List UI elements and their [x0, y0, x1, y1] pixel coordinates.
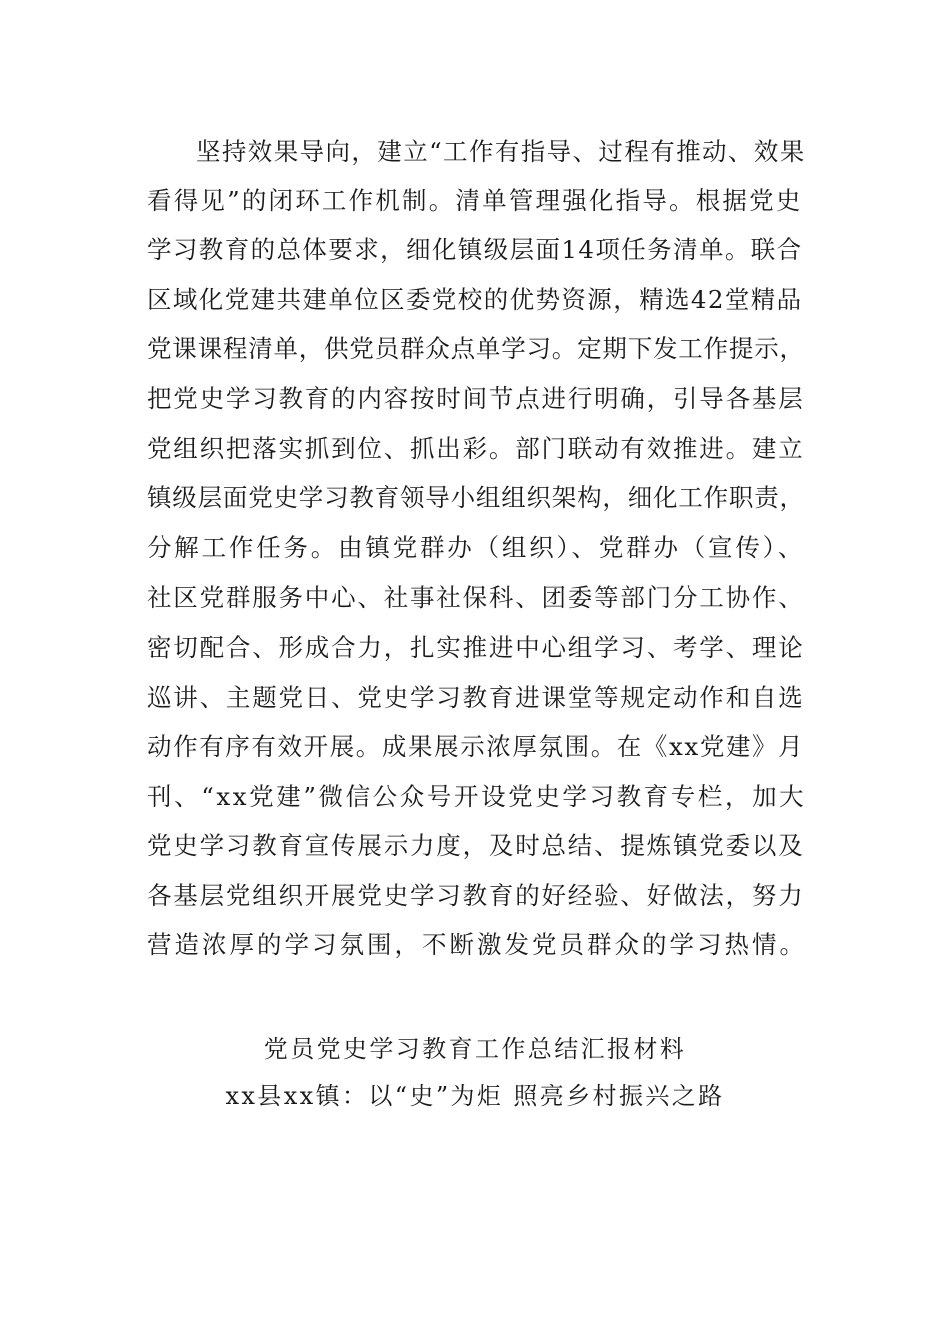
paragraph-line: 密切配合、形成合力，扎实推进中心组学习、考学、理论	[147, 633, 805, 662]
paragraph-line: 刊、“xx党建”微信公众号开设党史学习教育专栏，加大	[147, 782, 807, 811]
paragraph-line: 动作有序有效开展。成果展示浓厚氛围。在《xx党建》月	[147, 732, 805, 761]
paragraph-line: 营造浓厚的学习氛围，不断激发党员群众的学习热情。	[147, 930, 807, 959]
paragraph-line: 分解工作任务。由镇党群办（组织）、党群办（宣传）、	[147, 533, 805, 562]
paragraph-line: 镇级层面党史学习教育领导小组组织架构，细化工作职责，	[147, 483, 805, 512]
paragraph-line: 社区党群服务中心、社事社保科、团委等部门分工协作、	[147, 583, 805, 612]
paragraph-line: 党课课程清单，供党员群众点单学习。定期下发工作提示，	[147, 334, 805, 363]
paragraph-line: 党史学习教育宣传展示力度，及时总结、提炼镇党委以及	[147, 831, 805, 860]
paragraph-line: 看得见”的闭环工作机制。清单管理强化指导。根据党史	[147, 186, 803, 215]
paragraph-line: 巡讲、主题党日、党史学习教育进课堂等规定动作和自选	[147, 683, 805, 712]
paragraph-line: 学习教育的总体要求，细化镇级层面14项任务清单。联合	[147, 235, 803, 264]
paragraph-line: 各基层党组织开展党史学习教育的好经验、好做法，努力	[147, 881, 805, 910]
paragraph-line: 把党史学习教育的内容按时间节点进行明确，引导各基层	[147, 384, 805, 413]
paragraph-line: 区域化党建共建单位区委党校的优势资源，精选42堂精品	[147, 285, 803, 314]
paragraph-line: 党组织把落实抓到位、抓出彩。部门联动有效推进。建立	[147, 434, 805, 463]
document-subtitle: xx县xx镇：以“史”为炬 照亮乡村振兴之路	[225, 1082, 725, 1110]
paragraph-line: 坚持效果导向，建立“工作有指导、过程有推动、效果	[196, 137, 806, 166]
document-title: 党员党史学习教育工作总结汇报材料	[263, 1035, 687, 1063]
